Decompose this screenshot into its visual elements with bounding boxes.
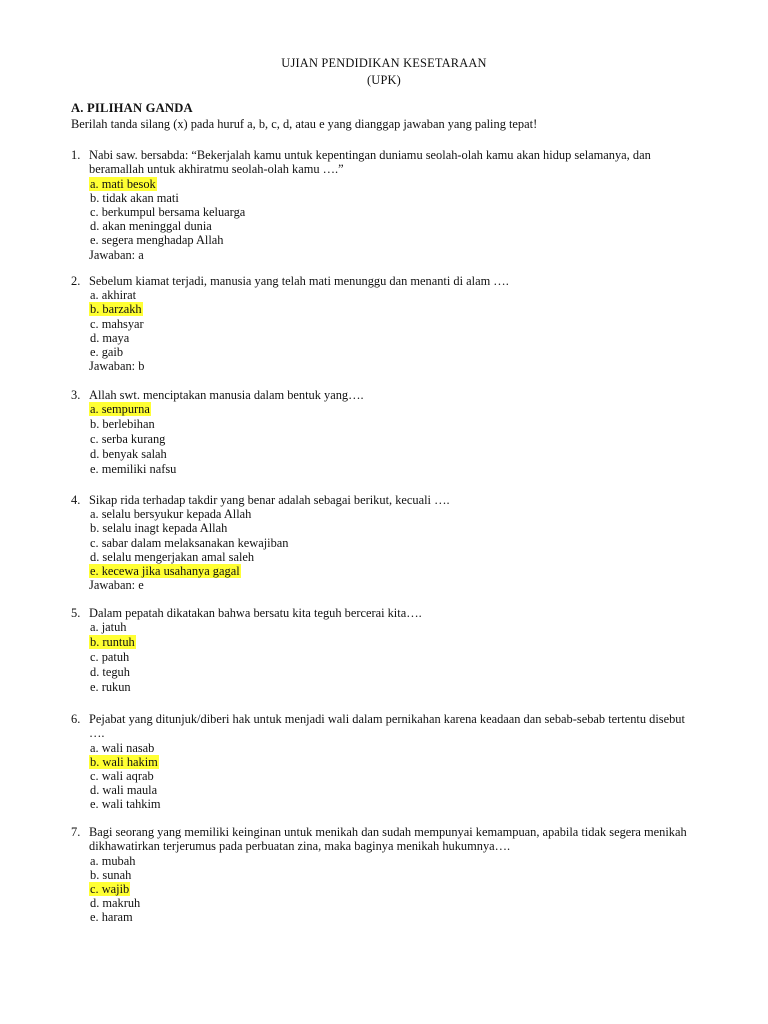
option-label: d. wali maula: [90, 783, 158, 798]
answer-key: Jawaban: e: [89, 578, 144, 593]
option-c[interactable]: [89, 205, 711, 219]
question-1: [71, 148, 711, 262]
option-label: d. akan meninggal dunia: [90, 219, 212, 234]
option-label: c. serba kurang: [90, 432, 166, 447]
option-e[interactable]: [89, 680, 711, 695]
question-number: 1.: [71, 148, 81, 162]
option-label: a. mati besok: [90, 176, 156, 191]
option-e[interactable]: [89, 564, 711, 578]
section-heading: A. PILIHAN GANDA: [71, 101, 193, 115]
option-e[interactable]: [89, 233, 711, 247]
question-number: 7.: [71, 825, 81, 839]
option-a[interactable]: [89, 288, 711, 302]
option-label: e. wali tahkim: [90, 797, 161, 812]
option-label: a. jatuh: [90, 620, 127, 635]
option-d[interactable]: [89, 550, 711, 564]
option-e[interactable]: [89, 797, 711, 811]
option-c[interactable]: [89, 769, 711, 783]
option-label: c. berkumpul bersama keluarga: [90, 204, 246, 219]
option-label: e. memiliki nafsu: [90, 462, 177, 477]
option-a[interactable]: [89, 402, 711, 417]
option-label: d. maya: [90, 330, 130, 345]
option-b[interactable]: [89, 755, 711, 769]
option-b[interactable]: [89, 191, 711, 205]
option-label: c. patuh: [90, 650, 130, 665]
option-label: b. wali hakim: [90, 754, 158, 769]
question-6: [71, 712, 711, 812]
option-d[interactable]: [89, 783, 711, 797]
option-label: b. barzakh: [90, 302, 142, 317]
option-c[interactable]: [89, 650, 711, 665]
answer-key: Jawaban: b: [89, 359, 145, 374]
option-c[interactable]: [89, 432, 711, 447]
option-label: c. wali aqrab: [90, 768, 154, 783]
option-label: a. akhirat: [90, 288, 137, 303]
option-label: e. segera menghadap Allah: [90, 233, 224, 248]
question-3: [71, 388, 711, 477]
question-text: Pejabat yang ditunjuk/diberi hak untuk menjadi wali dalam pernikahan karena keadaan dan sebab-sebab tertentu disebut ….: [89, 712, 685, 741]
option-label: b. runtuh: [90, 635, 135, 650]
option-b[interactable]: [89, 521, 711, 535]
question-text: Sikap rida terhadap takdir yang benar adalah sebagai berikut, kecuali ….: [89, 493, 450, 507]
answer-key: Jawaban: a: [89, 247, 144, 262]
question-text: Sebelum kiamat terjadi, manusia yang telah mati menunggu dan menanti di alam ….: [89, 274, 509, 288]
question-number: 5.: [71, 606, 81, 620]
option-b[interactable]: [89, 417, 711, 432]
option-d[interactable]: [89, 665, 711, 680]
option-d[interactable]: [89, 896, 711, 910]
option-b[interactable]: [89, 302, 711, 316]
option-d[interactable]: [89, 447, 711, 462]
option-label: e. gaib: [90, 345, 124, 360]
option-a[interactable]: [89, 177, 711, 191]
question-number: 4.: [71, 493, 81, 507]
option-d[interactable]: [89, 219, 711, 233]
option-label: d. teguh: [90, 665, 130, 680]
question-text: Allah swt. menciptakan manusia dalam bentuk yang….: [89, 388, 364, 402]
instruction-text: Berilah tanda silang (x) pada huruf a, b, c, d, atau e yang dianggap jawaban yang paling tepat!: [71, 117, 538, 131]
question-text: Dalam pepatah dikatakan bahwa bersatu kita teguh bercerai kita….: [89, 606, 422, 620]
option-label: a. mubah: [90, 853, 136, 868]
option-label: b. sunah: [90, 867, 132, 882]
question-4: [71, 493, 711, 592]
option-label: a. wali nasab: [90, 740, 155, 755]
question-5: [71, 606, 711, 695]
option-a[interactable]: [89, 507, 711, 521]
option-label: d. makruh: [90, 896, 141, 911]
question-number: 2.: [71, 274, 81, 288]
question-text: Bagi seorang yang memiliki keinginan untuk menikah dan sudah mempunyai kemampuan, apabila tidak segera menikah dikhawatirkan terjerumus pada perbuatan zina, maka baginya menikah hukumnya….: [89, 825, 687, 854]
question-7: [71, 825, 711, 925]
option-b[interactable]: [89, 635, 711, 650]
option-label: d. selalu mengerjakan amal saleh: [90, 549, 255, 564]
option-label: c. mahsyar: [90, 316, 144, 331]
option-label: a. selalu bersyukur kepada Allah: [90, 507, 252, 522]
option-label: e. haram: [90, 910, 133, 925]
option-e[interactable]: [89, 345, 711, 359]
option-a[interactable]: [89, 620, 711, 635]
option-label: b. tidak akan mati: [90, 190, 179, 205]
question-number: 3.: [71, 388, 81, 402]
document-subtitle: (UPK): [366, 73, 402, 87]
option-label: a. sempurna: [90, 402, 150, 417]
option-label: e. rukun: [90, 680, 131, 695]
question-number: 6.: [71, 712, 81, 726]
option-d[interactable]: [89, 331, 711, 345]
question-text: Nabi saw. bersabda: “Bekerjalah kamu untuk kepentingan duniamu seolah-olah kamu akan hidup selamanya, dan beramallah untuk akhiratmu seolah-olah kamu ….”: [89, 148, 651, 177]
option-a[interactable]: [89, 741, 711, 755]
option-label: b. selalu inagt kepada Allah: [90, 521, 228, 536]
option-a[interactable]: [89, 854, 711, 868]
option-label: c. wajib: [90, 881, 130, 896]
option-label: b. berlebihan: [90, 417, 155, 432]
option-e[interactable]: [89, 910, 711, 924]
option-c[interactable]: [89, 536, 711, 550]
option-label: c. sabar dalam melaksanakan kewajiban: [90, 535, 289, 550]
question-2: [71, 274, 711, 373]
document-title: UJIAN PENDIDIKAN KESETARAAN: [281, 56, 487, 70]
option-b[interactable]: [89, 868, 711, 882]
option-c[interactable]: [89, 317, 711, 331]
option-label: e. kecewa jika usahanya gagal: [90, 564, 240, 579]
option-c[interactable]: [89, 882, 711, 896]
option-e[interactable]: [89, 462, 711, 477]
option-label: d. benyak salah: [90, 447, 167, 462]
